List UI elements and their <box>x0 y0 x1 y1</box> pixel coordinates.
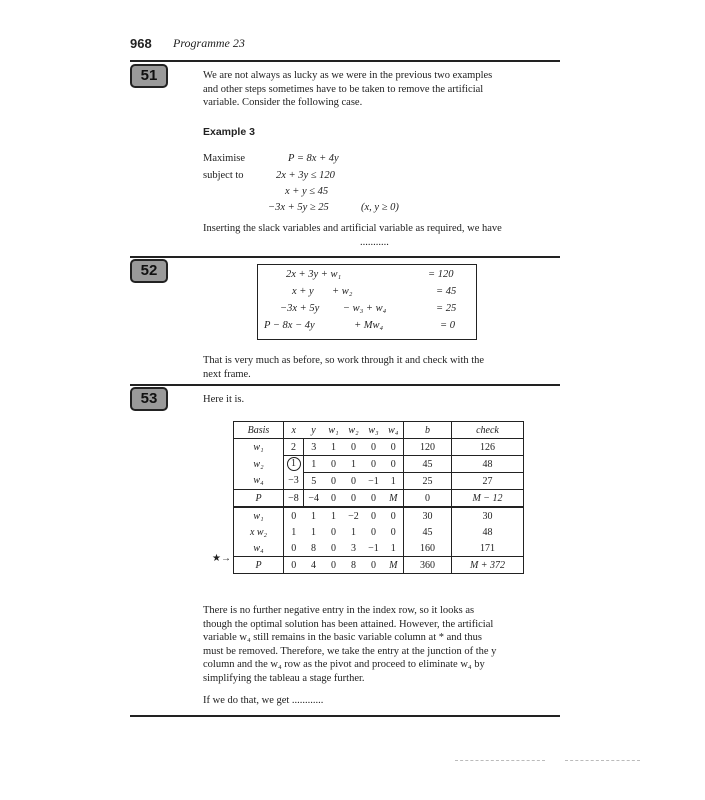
equation-box <box>257 264 477 340</box>
check-cell: 27 <box>482 475 493 487</box>
star-arrow: ★→ <box>212 553 231 564</box>
value-cell: 1 <box>304 456 324 473</box>
frame-53-paragraph <box>203 604 563 685</box>
index-row <box>234 490 524 508</box>
value-cell: 0 <box>331 475 336 487</box>
header-row <box>234 422 524 439</box>
eq-row-1-lhs: 2x + 3y + w₁ <box>286 269 342 280</box>
subject-label: subject to <box>203 170 244 181</box>
b-cell: 45 <box>404 456 452 473</box>
eq-row-1-rhs: = 120 <box>428 269 454 280</box>
value-cell: M <box>384 557 404 574</box>
constraint-2: x + y ≤ 45 <box>285 186 329 197</box>
b-cell: 360 <box>404 557 452 574</box>
value-cell: 1 <box>331 510 336 522</box>
continuation-dots: ........... <box>360 237 389 248</box>
value-cell: 0 <box>324 456 344 473</box>
basis-cell: w₄ <box>234 473 284 490</box>
header-w1: w₁ <box>328 424 339 436</box>
value-cell: 0 <box>351 441 356 453</box>
frame-53-rule <box>130 384 560 386</box>
frame-51-intro <box>203 69 563 110</box>
value-cell: 0 <box>384 439 404 456</box>
value-cell: 1 <box>344 456 364 473</box>
frame-51-rule <box>130 60 560 62</box>
eq-row-3-rhs: = 25 <box>436 303 457 314</box>
value-cell: 3 <box>311 441 317 453</box>
value-cell: 0 <box>371 526 376 538</box>
value-cell: −1 <box>368 475 379 487</box>
value-cell: −3 <box>284 473 304 490</box>
value-cell: −8 <box>284 490 304 508</box>
bottom-rule <box>130 715 560 717</box>
header-basis: Basis <box>234 422 284 439</box>
scan-artifact-left <box>455 760 545 762</box>
table-row <box>234 507 524 524</box>
b-cell: 30 <box>404 507 452 524</box>
value-cell: 0 <box>291 510 297 522</box>
basis-cell: w₂ <box>234 456 284 473</box>
value-cell: 1 <box>384 540 404 557</box>
header-w4: w₄ <box>384 422 404 439</box>
value-cell: 5 <box>311 475 317 487</box>
value-cell: 0 <box>331 559 336 571</box>
value-cell: 0 <box>371 510 376 522</box>
objective-function: P = 8x + 4y <box>288 153 339 164</box>
value-cell: 4 <box>311 559 316 571</box>
frame-51-badge: 51 <box>130 64 168 88</box>
value-cell: 0 <box>351 492 356 504</box>
eq-row-3-lhs: −3x + 5y − w₃ + w₄ <box>280 303 387 314</box>
para-line-6: simplifying the tableau a stage further. <box>203 672 365 684</box>
check-cell: 126 <box>480 441 495 453</box>
b-cell: 120 <box>404 439 452 456</box>
example-title: Example 3 <box>203 126 255 138</box>
value-cell: 8 <box>351 559 356 571</box>
constraint-3: −3x + 5y ≥ 25 <box>268 202 329 213</box>
para-line-2: though the optimal solution has been attained. However, the artificial <box>203 618 494 630</box>
check-cell: 30 <box>482 510 493 522</box>
programme-title: Programme 23 <box>173 36 245 50</box>
inserting-text: Inserting the slack variables and artificial variable as required, we have <box>203 223 502 234</box>
value-cell: 1 <box>311 526 316 538</box>
scan-artifact-right <box>565 760 640 762</box>
table-row <box>234 473 524 490</box>
value-cell: 0 <box>331 492 336 504</box>
constraint-1: 2x + 3y ≤ 120 <box>276 170 335 181</box>
intro-line-2: and other steps sometimes have to be taken to remove the artificial <box>203 83 484 95</box>
intro-line-1: We are not always as lucky as we were in the previous two examples <box>203 70 493 81</box>
constraint-nonneg: (x, y ≥ 0) <box>361 202 399 213</box>
intro-line-3: variable. Consider the following case. <box>203 97 363 108</box>
maximise-label: Maximise <box>203 153 245 164</box>
value-cell: 3 <box>351 542 356 554</box>
pivot-circle: 1 <box>287 457 301 471</box>
value-cell: 0 <box>384 524 404 540</box>
header-check: check <box>476 424 499 436</box>
value-cell: M <box>384 490 404 508</box>
b-cell: 160 <box>404 540 452 557</box>
frame-53-badge: 53 <box>130 387 168 411</box>
value-cell: 1 <box>331 441 336 453</box>
value-cell: 8 <box>311 542 316 554</box>
value-cell: 0 <box>364 456 384 473</box>
value-cell: 1 <box>291 526 297 538</box>
value-cell: 2 <box>284 439 304 456</box>
value-cell: −2 <box>348 510 359 522</box>
table-row <box>234 439 524 456</box>
value-cell: 0 <box>384 456 404 473</box>
value-cell: 0 <box>331 542 336 554</box>
b-cell: 45 <box>404 524 452 540</box>
eq-row-4-rhs: = 0 <box>440 320 455 331</box>
eq-row-2-lhs: x + y + w₂ <box>292 286 353 297</box>
value-cell: 1 <box>351 526 356 538</box>
header-w3: w₃ <box>368 424 379 436</box>
basis-cell: w₁ <box>234 507 284 524</box>
table-row <box>234 524 524 540</box>
para-line-3: variable w₄ still remains in the basic variable column at * and thus <box>203 632 482 643</box>
header-x: x <box>291 424 296 436</box>
value-cell: 1 <box>311 510 316 522</box>
check-cell: M + 372 <box>469 559 506 571</box>
para-line-4: must be removed. Therefore, we take the entry at the junction of the y <box>203 645 497 657</box>
table-row <box>234 540 524 557</box>
value-cell: 0 <box>371 492 376 504</box>
check-cell: 171 <box>480 542 495 554</box>
frame-52-after <box>203 354 563 381</box>
b-cell: 0 <box>404 490 452 508</box>
value-cell: 1 <box>384 473 404 490</box>
page-number: 968 <box>130 36 152 51</box>
frame-53-intro: Here it is. <box>203 394 245 405</box>
basis-cell: P <box>234 490 284 508</box>
frame-52-badge: 52 <box>130 259 168 283</box>
value-cell: 0 <box>291 542 297 554</box>
basis-cell: x w₂ <box>234 524 284 540</box>
para-line-1: There is no further negative entry in the index row, so it looks as <box>203 605 475 616</box>
value-cell: −4 <box>308 492 320 504</box>
value-cell: 0 <box>384 507 404 524</box>
simplex-tableau <box>233 421 524 574</box>
after-line-2: next frame. <box>203 368 251 380</box>
para-line-5: column and the w₄ row as the pivot and proceed to eliminate w₄ by <box>203 659 485 670</box>
basis-cell: P <box>234 557 284 574</box>
value-cell: −1 <box>368 542 379 554</box>
value-cell: 0 <box>371 559 376 571</box>
value-cell: 0 <box>291 559 297 571</box>
basis-cell: w₁ <box>234 439 284 456</box>
index-row <box>234 557 524 574</box>
check-cell: M − 12 <box>472 492 503 504</box>
closing-text: If we do that, we get ............ <box>203 695 324 706</box>
value-cell: 0 <box>331 526 336 538</box>
pivot-cell <box>284 456 304 473</box>
frame-52-rule <box>130 256 560 258</box>
eq-row-2-rhs: = 45 <box>436 286 457 297</box>
table-row <box>234 456 524 473</box>
value-cell: 0 <box>371 441 376 453</box>
b-cell: 25 <box>404 473 452 490</box>
header-y: y <box>311 424 316 436</box>
header-w2: w₂ <box>348 424 359 436</box>
eq-row-4-lhs: P − 8x − 4y + Mw₄ <box>264 320 384 331</box>
after-line-1: That is very much as before, so work through it and check with the <box>203 355 485 366</box>
check-cell: 48 <box>452 456 524 473</box>
header-b: b <box>404 422 452 439</box>
value-cell: 0 <box>351 475 356 487</box>
check-cell: 48 <box>482 526 493 538</box>
basis-cell: w₄ <box>234 540 284 557</box>
